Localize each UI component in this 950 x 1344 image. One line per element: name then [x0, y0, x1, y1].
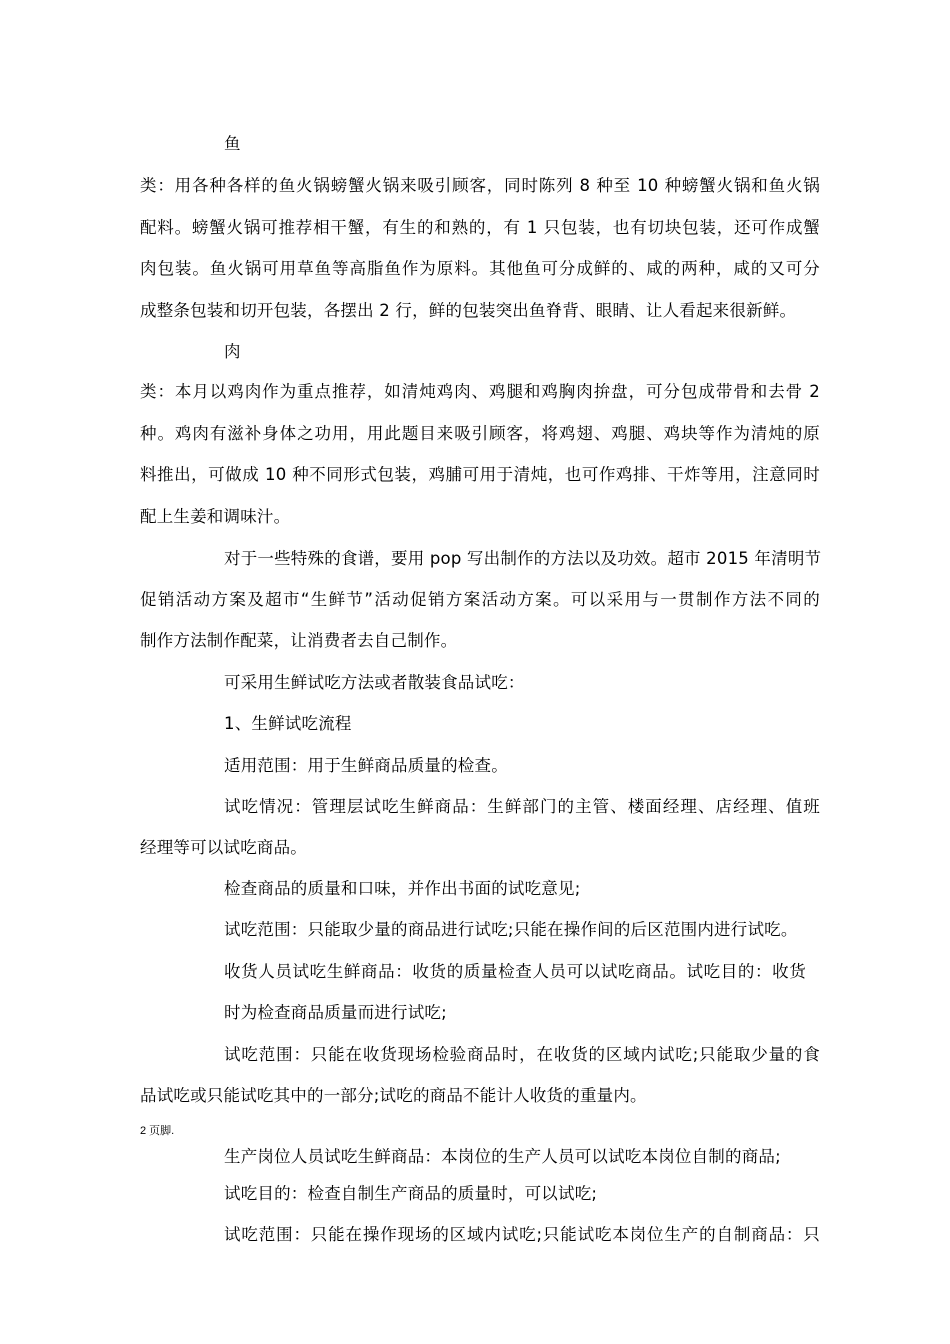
- paragraph-line: 检查商品的质量和口味，并作出书面的试吃意见;: [224, 879, 581, 898]
- paragraph-line: 试吃范围：只能在操作现场的区域内试吃;只能试吃本岗位生产的自制商品：只: [224, 1225, 820, 1244]
- paragraph-line: 配上生姜和调味汁。: [140, 507, 291, 526]
- paragraph-line: 成整条包装和切开包装，各摆出 2 行，鲜的包装突出鱼脊背、眼睛、让人看起来很新鲜。: [140, 301, 797, 320]
- paragraph-line: 种。鸡肉有滋补身体之功用，用此题目来吸引顾客，将鸡翅、鸡腿、鸡块等作为清炖的原: [140, 424, 820, 443]
- paragraph-line: 试吃情况：管理层试吃生鲜商品：生鲜部门的主管、楼面经理、店经理、值班: [224, 797, 820, 816]
- paragraph-line: 生产岗位人员试吃生鲜商品：本岗位的生产人员可以试吃本岗位自制的商品;: [224, 1147, 781, 1166]
- paragraph-line: 制作方法制作配菜，让消费者去自己制作。: [140, 631, 458, 650]
- paragraph-line: 可采用生鲜试吃方法或者散装食品试吃：: [224, 673, 525, 692]
- paragraph-line: 收货人员试吃生鲜商品：收货的质量检查人员可以试吃商品。试吃目的：收货: [224, 962, 806, 981]
- section-heading: 1、生鲜试吃流程: [224, 714, 352, 733]
- heading-fish: 鱼: [224, 134, 241, 153]
- paragraph-line: 品试吃或只能试吃其中的一部分;试吃的商品不能计人收货的重量内。: [140, 1086, 647, 1105]
- paragraph-line: 时为检查商品质量而进行试吃;: [224, 1003, 447, 1022]
- page-footer: 2 页脚.: [140, 1125, 175, 1137]
- paragraph-line: 试吃范围：只能取少量的商品进行试吃;只能在操作间的后区范围内进行试吃。: [224, 920, 798, 939]
- paragraph-line: 肉包装。鱼火锅可用草鱼等高脂鱼作为原料。其他鱼可分成鲜的、咸的两种，咸的又可分: [140, 259, 820, 278]
- paragraph-line: 试吃目的：检查自制生产商品的质量时，可以试吃;: [224, 1184, 598, 1203]
- paragraph-line: 适用范围：用于生鲜商品质量的检查。: [224, 756, 508, 775]
- paragraph-line: 类：本月以鸡肉作为重点推荐，如清炖鸡肉、鸡腿和鸡胸肉拚盘，可分包成带骨和去骨 2: [140, 382, 820, 401]
- paragraph-line: 对于一些特殊的食谱，要用 pop 写出制作的方法以及功效。超市 2015 年清明节: [224, 549, 822, 568]
- paragraph-line: 配料。螃蟹火锅可推荐相干蟹，有生的和熟的，有 1 只包装，也有切块包装，还可作成蟹: [140, 218, 820, 237]
- paragraph-line: 类：用各种各样的鱼火锅螃蟹火锅来吸引顾客，同时陈列 8 种至 10 种螃蟹火锅和鱼火锅: [140, 176, 820, 195]
- paragraph-line: 经理等可以试吃商品。: [140, 838, 307, 857]
- heading-meat: 肉: [224, 342, 241, 361]
- paragraph-line: 料推出，可做成 10 种不同形式包装，鸡脯可用于清炖，也可作鸡排、干炸等用，注意同时: [140, 465, 820, 484]
- paragraph-line: 试吃范围：只能在收货现场检验商品时，在收货的区域内试吃;只能取少量的食: [224, 1045, 820, 1064]
- paragraph-line: 促销活动方案及超市“生鲜节”活动促销方案活动方案。可以采用与一贯制作方法不同的: [140, 590, 820, 609]
